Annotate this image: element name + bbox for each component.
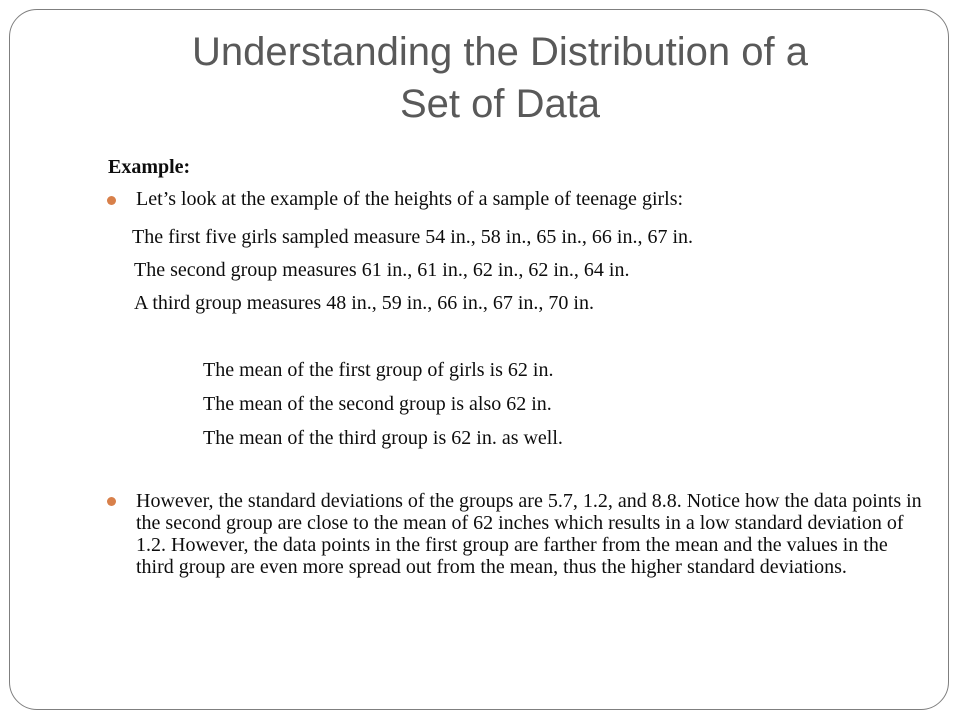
slide-title [70,26,930,130]
title-line-1: Understanding the Distribution of a [192,30,808,74]
group-line-1: The first five girls sampled measure 54 in., 58 in., 65 in., 66 in., 67 in. [132,226,694,248]
bullet-marker-1 [107,196,116,205]
example-heading: Example: [108,156,191,178]
bullet-intro-text: Let’s look at the example of the heights of a sample of teenage girls: [136,188,684,210]
bullet-marker-2 [107,497,116,506]
mean-line-3: The mean of the third group is 62 in. as well. [203,427,563,449]
title-line-2: Set of Data [399,82,601,126]
std-dev-paragraph: However, the standard deviations of the groups are 5.7, 1.2, and 8.8. Notice how the data points in the second group are close to the mean of 62 inches which results in a low standard deviation of 1.2. However, the data points in the first group are farther from the mean and the values in the third group are even more spread out from the mean, thus the higher standard deviations. [136,490,922,578]
mean-line-1: The mean of the first group of girls is 62 in. [203,359,554,381]
group-line-3: A third group measures 48 in., 59 in., 66 in., 67 in., 70 in. [134,292,594,314]
mean-line-2: The mean of the second group is also 62 in. [203,393,552,415]
group-line-2: The second group measures 61 in., 61 in., 62 in., 62 in., 64 in. [134,259,630,281]
